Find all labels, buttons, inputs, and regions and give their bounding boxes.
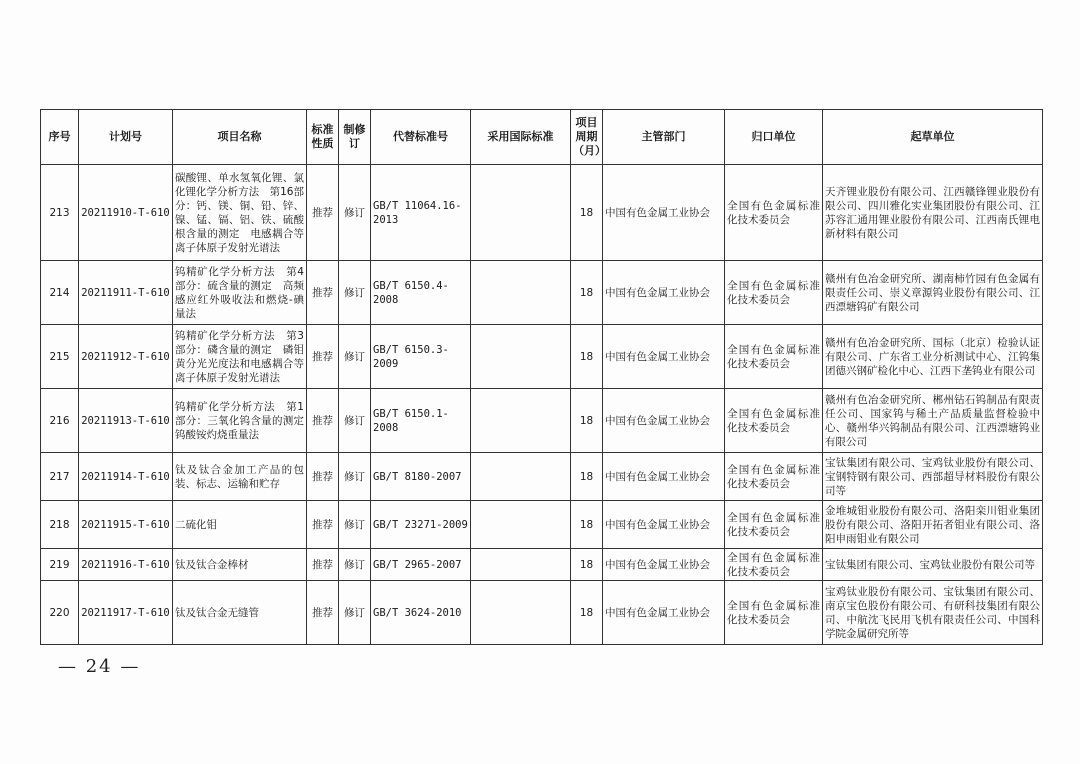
cell-name: 二硫化钼	[173, 501, 307, 549]
cell-replace: GB/T 11064.16-2013	[371, 165, 471, 261]
cell-intl	[471, 581, 571, 645]
cell-tc: 全国有色金属标准化技术委员会	[725, 261, 823, 325]
cell-no: 214	[41, 261, 79, 325]
cell-nature: 推荐	[307, 261, 339, 325]
cell-intl	[471, 325, 571, 389]
cell-name: 钛及钛合金棒材	[173, 549, 307, 581]
cell-plan-no: 20211912-T-610	[79, 325, 173, 389]
cell-nature: 推荐	[307, 549, 339, 581]
cell-no: 215	[41, 325, 79, 389]
cell-revision: 修订	[339, 261, 371, 325]
cell-revision: 修订	[339, 581, 371, 645]
cell-no: 217	[41, 453, 79, 501]
cell-tc: 全国有色金属标准化技术委员会	[725, 549, 823, 581]
cell-owner: 中国有色金属工业协会	[603, 165, 725, 261]
cell-intl	[471, 549, 571, 581]
table-row	[41, 389, 1043, 453]
cell-tc: 全国有色金属标准化技术委员会	[725, 581, 823, 645]
header-replace: 代替标准号	[371, 110, 471, 165]
cell-no: 213	[41, 165, 79, 261]
cell-owner: 中国有色金属工业协会	[603, 549, 725, 581]
cell-cycle: 18	[571, 389, 603, 453]
cell-intl	[471, 165, 571, 261]
cell-nature: 推荐	[307, 453, 339, 501]
table-row	[41, 549, 1043, 581]
cell-name: 钨精矿化学分析方法 第4部分：硫含量的测定 高频感应红外吸收法和燃烧-碘量法	[173, 261, 307, 325]
cell-nature: 推荐	[307, 325, 339, 389]
header-drafter: 起草单位	[823, 110, 1043, 165]
cell-owner: 中国有色金属工业协会	[603, 389, 725, 453]
table-row	[41, 325, 1043, 389]
cell-name: 钨精矿化学分析方法 第3部分：磷含量的测定 磷钼黄分光光度法和电感耦合等离子体原子发射光谱法	[173, 325, 307, 389]
cell-cycle: 18	[571, 165, 603, 261]
cell-replace: GB/T 2965-2007	[371, 549, 471, 581]
cell-drafter: 赣州有色冶金研究所、湖南柿竹园有色金属有限责任公司、崇义章源钨业股份有限公司、江西漂塘钨矿有限公司	[823, 261, 1043, 325]
table-header-row	[41, 110, 1043, 165]
cell-tc: 全国有色金属标准化技术委员会	[725, 501, 823, 549]
cell-nature: 推荐	[307, 165, 339, 261]
cell-name: 碳酸锂、单水氢氧化锂、氯化锂化学分析方法 第16部分：钙、镁、铜、铅、锌、镍、锰、镉、铝、铁、硫酸根含量的测定 电感耦合等离子体原子发射光谱法	[173, 165, 307, 261]
cell-cycle: 18	[571, 453, 603, 501]
cell-name: 钛及钛合金加工产品的包装、标志、运输和贮存	[173, 453, 307, 501]
cell-no: 219	[41, 549, 79, 581]
cell-no: 218	[41, 501, 79, 549]
cell-owner: 中国有色金属工业协会	[603, 501, 725, 549]
cell-intl	[471, 501, 571, 549]
cell-tc: 全国有色金属标准化技术委员会	[725, 389, 823, 453]
cell-drafter: 宝钛集团有限公司、宝鸡钛业股份有限公司等	[823, 549, 1043, 581]
cell-revision: 修订	[339, 325, 371, 389]
table-row	[41, 581, 1043, 645]
header-cycle: 项目周期（月）	[571, 110, 603, 165]
cell-cycle: 18	[571, 581, 603, 645]
header-name: 项目名称	[173, 110, 307, 165]
cell-no: 216	[41, 389, 79, 453]
header-intl: 采用国际标准	[471, 110, 571, 165]
cell-plan-no: 20211916-T-610	[79, 549, 173, 581]
cell-cycle: 18	[571, 549, 603, 581]
header-owner: 主管部门	[603, 110, 725, 165]
table-row	[41, 165, 1043, 261]
cell-replace: GB/T 6150.3-2009	[371, 325, 471, 389]
header-plan-no: 计划号	[79, 110, 173, 165]
cell-revision: 修订	[339, 453, 371, 501]
cell-plan-no: 20211911-T-610	[79, 261, 173, 325]
cell-drafter: 天齐锂业股份有限公司、江西赣锋锂业股份有限公司、四川雅化实业集团股份有限公司、江苏容汇通用锂业股份有限公司、江西南氏锂电新材料有限公司	[823, 165, 1043, 261]
cell-revision: 修订	[339, 389, 371, 453]
cell-owner: 中国有色金属工业协会	[603, 325, 725, 389]
cell-revision: 修订	[339, 549, 371, 581]
table-row	[41, 501, 1043, 549]
cell-plan-no: 20211913-T-610	[79, 389, 173, 453]
standards-plan-table	[40, 109, 1043, 645]
cell-drafter: 金堆城钼业股份有限公司、洛阳栾川钼业集团股份有限公司、洛阳开拓者钼业有限公司、洛阳申雨钼业有限公司	[823, 501, 1043, 549]
cell-name: 钛及钛合金无缝管	[173, 581, 307, 645]
cell-owner: 中国有色金属工业协会	[603, 261, 725, 325]
cell-revision: 修订	[339, 165, 371, 261]
cell-nature: 推荐	[307, 581, 339, 645]
cell-drafter: 宝鸡钛业股份有限公司、宝钛集团有限公司、南京宝色股份有限公司、有研科技集团有限公司、中航沈飞民用飞机有限责任公司、中国科学院金属研究所等	[823, 581, 1043, 645]
cell-name: 钨精矿化学分析方法 第1部分：三氧化钨含量的测定 钨酸铵灼烧重量法	[173, 389, 307, 453]
header-no: 序号	[41, 110, 79, 165]
table-row	[41, 453, 1043, 501]
cell-plan-no: 20211915-T-610	[79, 501, 173, 549]
cell-replace: GB/T 3624-2010	[371, 581, 471, 645]
cell-plan-no: 20211914-T-610	[79, 453, 173, 501]
cell-revision: 修订	[339, 501, 371, 549]
cell-intl	[471, 261, 571, 325]
cell-cycle: 18	[571, 325, 603, 389]
cell-nature: 推荐	[307, 501, 339, 549]
cell-drafter: 赣州有色冶金研究所、国标（北京）检验认证有限公司、广东省工业分析测试中心、江钨集团德兴钢矿检化中心、江西下垄钨业有限公司	[823, 325, 1043, 389]
cell-owner: 中国有色金属工业协会	[603, 453, 725, 501]
cell-replace: GB/T 6150.4-2008	[371, 261, 471, 325]
cell-nature: 推荐	[307, 389, 339, 453]
cell-drafter: 赣州有色冶金研究所、郴州钻石钨制品有限责任公司、国家钨与稀土产品质量监督检验中心、赣州华兴钨制品有限公司、江西漂塘钨业有限公司	[823, 389, 1043, 453]
cell-intl	[471, 389, 571, 453]
cell-drafter: 宝钛集团有限公司、宝鸡钛业股份有限公司、宝钢特钢有限公司、西部超导材料股份有限公司等	[823, 453, 1043, 501]
cell-cycle: 18	[571, 261, 603, 325]
header-tc: 归口单位	[725, 110, 823, 165]
cell-replace: GB/T 23271-2009	[371, 501, 471, 549]
header-nature: 标准性质	[307, 110, 339, 165]
cell-tc: 全国有色金属标准化技术委员会	[725, 453, 823, 501]
cell-plan-no: 20211917-T-610	[79, 581, 173, 645]
page-number: — 24 —	[58, 656, 141, 677]
cell-tc: 全国有色金属标准化技术委员会	[725, 165, 823, 261]
cell-replace: GB/T 6150.1-2008	[371, 389, 471, 453]
cell-intl	[471, 453, 571, 501]
table-row	[41, 261, 1043, 325]
cell-tc: 全国有色金属标准化技术委员会	[725, 325, 823, 389]
cell-no: 220	[41, 581, 79, 645]
cell-owner: 中国有色金属工业协会	[603, 581, 725, 645]
cell-plan-no: 20211910-T-610	[79, 165, 173, 261]
cell-cycle: 18	[571, 501, 603, 549]
cell-replace: GB/T 8180-2007	[371, 453, 471, 501]
header-revision: 制修订	[339, 110, 371, 165]
